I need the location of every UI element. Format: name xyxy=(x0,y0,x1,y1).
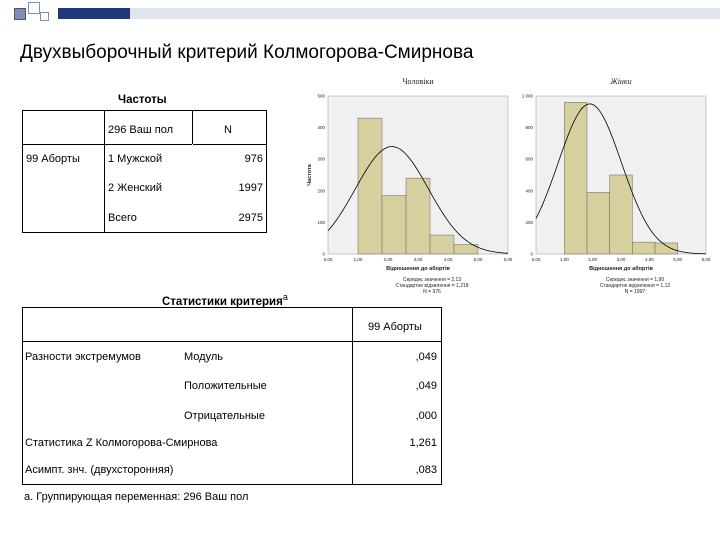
decor-square-1 xyxy=(14,8,26,20)
hist-title: Жінки xyxy=(610,78,632,86)
stats-title-text: Статистики критерия xyxy=(162,295,283,308)
hist-stats-text: N = 1997 xyxy=(624,289,646,293)
hist-bar xyxy=(564,102,587,254)
x-tick-label: 2,00 xyxy=(383,257,393,262)
stats-row-l2: Отрицательные xyxy=(184,410,265,422)
freq-table xyxy=(22,110,267,232)
stats-row-value: 1,261 xyxy=(409,437,437,449)
y-tick-label: 0 xyxy=(530,251,533,257)
y-tick-label: 400 xyxy=(317,125,325,131)
stats-col-head: 99 Аборты xyxy=(368,321,422,333)
freq-row-n: 2975 xyxy=(238,212,263,224)
stats-footnote: a. Группирующая переменная: 296 Ваш пол xyxy=(24,491,249,503)
y-tick-label: 400 xyxy=(525,188,533,194)
stats-title-sup: a xyxy=(282,292,288,302)
x-tick-label: 4,00 xyxy=(644,257,654,262)
stats-row-l1: Разности экстремумов xyxy=(25,351,141,363)
y-tick-label: 600 xyxy=(525,156,533,162)
hist-bar xyxy=(382,196,406,254)
y-tick-label: 1 000 xyxy=(521,93,533,99)
stats-row-value: ,083 xyxy=(415,464,437,476)
decor-square-2 xyxy=(28,2,40,14)
x-tick-label: 3,00 xyxy=(616,257,626,262)
hist-bar xyxy=(655,243,678,254)
hist-stats-text: Середнє значення = 2,13 xyxy=(402,277,462,283)
x-tick-label: 5,00 xyxy=(673,257,683,262)
x-tick-label: 1,00 xyxy=(559,257,569,262)
freq-row-label: Всего xyxy=(108,212,137,224)
stats-row-l2: Модуль xyxy=(184,351,223,363)
freq-row-n: 1997 xyxy=(238,182,263,194)
y-tick-label: 100 xyxy=(317,219,325,225)
hist-title: Чоловіки xyxy=(402,78,434,86)
x-axis-label: Відношення до абортів xyxy=(386,266,450,272)
decor-square-3 xyxy=(40,12,49,21)
hist-stats-text: Стандартне відхилення = 1,12 xyxy=(599,283,671,289)
stats-table xyxy=(22,307,442,485)
y-axis-label: Частота xyxy=(307,164,313,186)
hist-stats-text: Середнє значення = 1,90 xyxy=(605,277,665,283)
stats-row-value: ,049 xyxy=(415,351,437,363)
freq-table-title: Частоты xyxy=(118,94,167,106)
hist-bar xyxy=(632,242,655,254)
freq-row-label: 2 Женский xyxy=(108,182,162,194)
stats-row-l2: Положительные xyxy=(184,380,267,392)
decor-bar-dark xyxy=(58,8,130,19)
hist-stats-text: N = 976 xyxy=(423,289,441,293)
stats-table-title xyxy=(162,292,288,308)
x-tick-label: 5,00 xyxy=(473,257,483,262)
freq-row-var: 99 Аборты xyxy=(26,153,80,165)
x-tick-label: 1,00 xyxy=(353,257,363,262)
stats-row-value: ,049 xyxy=(415,380,437,392)
freq-row-n: 976 xyxy=(244,153,263,165)
y-tick-label: 200 xyxy=(317,188,325,194)
y-tick-label: 300 xyxy=(317,156,325,162)
y-tick-label: 200 xyxy=(525,219,533,225)
histogram-women xyxy=(512,78,712,293)
freq-head-group: 296 Ваш пол xyxy=(108,124,173,136)
y-tick-label: 500 xyxy=(317,93,325,99)
hist-stats-text: Стандартне відхилення = 1,218 xyxy=(395,283,469,289)
y-tick-label: 0 xyxy=(322,251,325,257)
x-axis-label: Відношення до абортів xyxy=(589,266,653,272)
x-tick-label: 4,00 xyxy=(443,257,453,262)
hist-bar xyxy=(610,175,633,254)
x-tick-label: 2,00 xyxy=(588,257,598,262)
page-title: Двухвыборочный критерий Колмогорова-Смирнова xyxy=(20,42,474,63)
x-tick-label: 3,00 xyxy=(413,257,423,262)
freq-row-label: 1 Мужской xyxy=(108,153,163,165)
hist-bar xyxy=(430,235,454,254)
x-tick-label: 6,00 xyxy=(701,257,711,262)
stats-row-l1: Статистика Z Колмогорова-Смирнова xyxy=(25,437,218,449)
x-tick-label: 0,00 xyxy=(531,257,541,262)
stats-row-value: ,000 xyxy=(415,410,437,422)
stats-row-l1: Асимпт. знч. (двухсторонняя) xyxy=(25,464,174,476)
y-tick-label: 800 xyxy=(525,125,533,131)
x-tick-label: 6,00 xyxy=(503,257,512,262)
decor-bar-light xyxy=(130,8,720,19)
histogram-men xyxy=(300,78,512,293)
hist-bar xyxy=(587,192,610,254)
hist-bar xyxy=(358,118,382,254)
x-tick-label: 0,00 xyxy=(323,257,333,262)
freq-head-n: N xyxy=(224,124,232,136)
hist-bar xyxy=(406,178,430,254)
